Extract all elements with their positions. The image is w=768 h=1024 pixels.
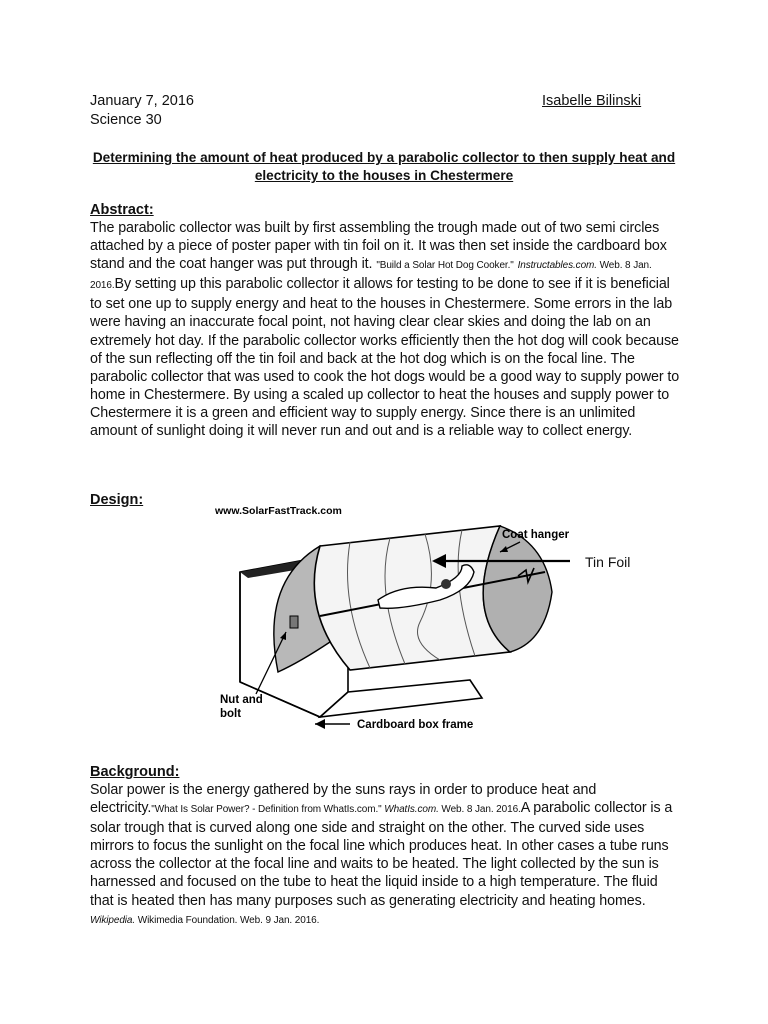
background-citation2-date: Wikimedia Foundation. Web. 9 Jan. 2016. xyxy=(135,914,320,926)
box-frame-label: Cardboard box frame xyxy=(357,719,474,731)
background-citation2-source: Wikipedia. xyxy=(90,914,136,926)
document-date: January 7, 2016 xyxy=(90,93,194,109)
course-name: Science 30 xyxy=(90,112,162,128)
coat-hanger-label: Coat hanger xyxy=(502,529,570,541)
parabolic-collector-diagram xyxy=(200,492,600,740)
abstract-citation-title: "Build a Solar Hot Dog Cooker." xyxy=(376,260,514,272)
abstract-paragraph xyxy=(90,219,682,440)
author-name: Isabelle Bilinski xyxy=(542,93,642,109)
background-text-2: A parabolic collector is a solar trough that is curved along one side and straight on the other. The curved side uses mirrors to focus the sunlight on the focal line which produces heat. In other cases a tube runs across the collector at the focal line and waits to be heated. The light collected by the sun is harnessed and focused on the tube to heat the liquid inside to a high temperature. The fluid that is heated then has many purposes such as generating electricity and heating homes. xyxy=(90,800,673,909)
bolt-label: bolt xyxy=(220,708,242,720)
hanger-clip xyxy=(441,579,451,589)
background-citation-date: Web. 8 Jan. 2016. xyxy=(438,804,521,816)
background-citation-source: WhatIs.com. xyxy=(384,804,439,816)
abstract-text-2: By setting up this parabolic collector it allows for testing to be done to see if it is beneficial to set one up to supply energy and heat to the houses in Chestermere. Some errors in the lab were having an inaccurate focal point, not having clear clear skies and doing the lab on an extremely hot day. If the parabolic collector works efficiently then the hot dog will cook because of the sun reflecting off the tin foil and back at the hot dog which is on the focal line. The parabolic collector that was used to cook the hot dogs would be a good way to supply power to home in Chestermere. By using a scaled up collector to heat the houses and supply power to Chestermere it is a green and efficient way to supply energy. Since there is an unlimited amount of sunlight doing it will never run and out and is a reliable way to collect energy. xyxy=(90,276,680,440)
background-citation-title: "What Is Solar Power? - Definition from WhatIs.com." xyxy=(151,804,385,816)
background-heading: Background: xyxy=(90,764,180,780)
background-paragraph xyxy=(90,781,682,930)
abstract-citation-source: Instructables.com. xyxy=(517,260,597,272)
abstract-text-1: The parabolic collector was built by first assembling the trough made out of two semi circles attached by a piece of poster paper with tin foil on it. It was then set inside the cardboard box stand and the coat hanger was put through it. xyxy=(90,220,667,273)
document-title: Determining the amount of heat produced by a parabolic collector to then supply heat and electricity to the houses in Chestermere xyxy=(92,150,676,183)
nut-label: Nut and xyxy=(220,694,263,706)
abstract-heading: Abstract: xyxy=(90,202,154,218)
design-heading: Design: xyxy=(90,492,144,508)
right-semicircle xyxy=(483,526,552,652)
tin-foil-label: Tin Foil xyxy=(585,554,631,570)
background-text-1: Solar power is the energy gathered by the suns rays in order to produce heat and electricity. xyxy=(90,782,597,817)
nut-bolt xyxy=(290,616,298,628)
figure-source-label: www.SolarFastTrack.com xyxy=(215,505,342,517)
abstract-citation-date: Web. 8 Jan. 2016. xyxy=(90,260,652,292)
